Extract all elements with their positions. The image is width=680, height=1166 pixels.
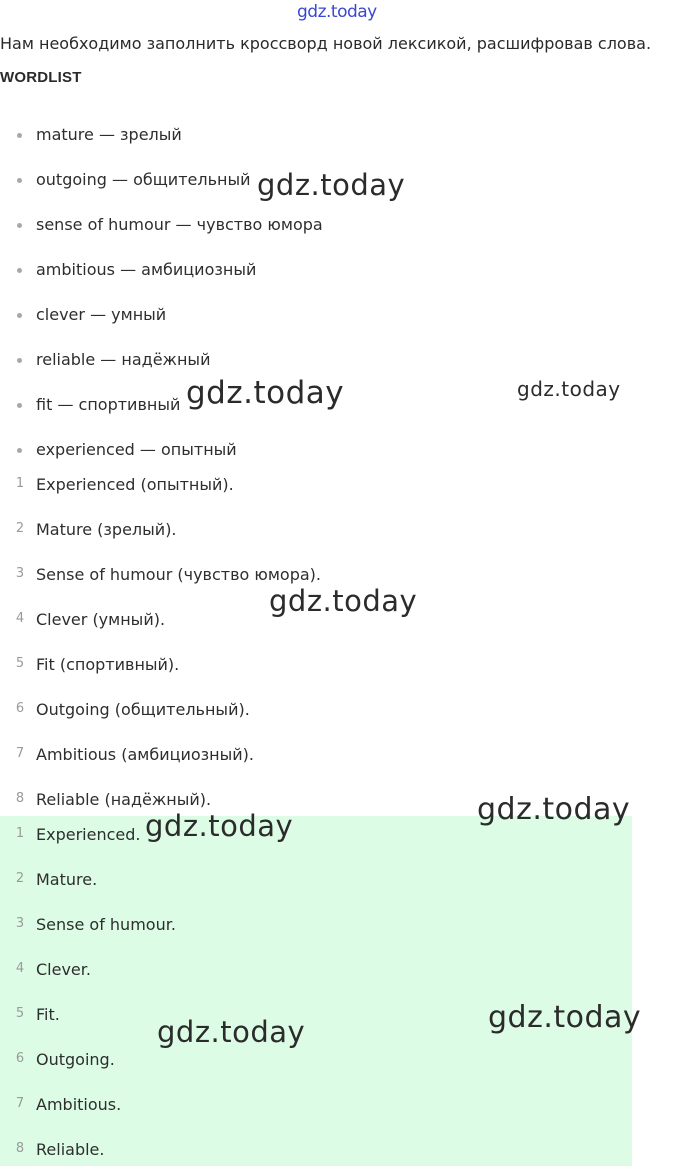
bullet-icon	[17, 133, 22, 138]
list-item	[0, 477, 640, 522]
list-item-text: sense of humour — чувство юмора	[36, 215, 323, 234]
list-item-text: Ambitious (амбициозный).	[36, 745, 254, 764]
watermark: gdz.today	[257, 168, 406, 202]
list-item-text: Reliable.	[36, 1140, 105, 1159]
item-number: 2	[15, 871, 25, 886]
list-item	[0, 262, 640, 307]
list-item	[0, 307, 640, 352]
bullet-icon	[17, 448, 22, 453]
list-item-text: clever — умный	[36, 305, 167, 324]
list-item-text: Clever (умный).	[36, 610, 166, 629]
item-number: 6	[15, 701, 25, 716]
item-number: 6	[15, 1051, 25, 1066]
item-number: 8	[15, 1141, 25, 1156]
bullet-icon	[17, 358, 22, 363]
item-number: 1	[15, 476, 25, 491]
list-item-text: Experienced (опытный).	[36, 475, 234, 494]
watermark: gdz.today	[157, 1015, 306, 1049]
list-item	[0, 1142, 640, 1166]
list-item-text: Outgoing (общительный).	[36, 700, 250, 719]
list-item-text: fit — спортивный	[36, 395, 181, 414]
list-item	[0, 872, 640, 917]
list-item-text: reliable — надёжный	[36, 350, 211, 369]
list-item-text: Clever.	[36, 960, 91, 979]
watermark: gdz.today	[517, 377, 621, 401]
list-item-text: mature — зрелый	[36, 125, 182, 144]
list-item	[0, 522, 640, 567]
watermark: gdz.today	[477, 792, 631, 827]
intro-text: Нам необходимо заполнить кроссворд новой лексикой, расшифровав слова.	[0, 34, 652, 53]
list-item	[0, 702, 640, 747]
bullet-icon	[17, 268, 22, 273]
list-item-text: ambitious — амбициозный	[36, 260, 257, 279]
bullet-icon	[17, 403, 22, 408]
watermark: gdz.today	[488, 1000, 642, 1035]
list-item-text: Sense of humour (чувство юмора).	[36, 565, 322, 584]
list-item	[0, 127, 640, 172]
bullet-icon	[17, 223, 22, 228]
watermark: gdz.today	[145, 809, 294, 843]
list-item-text: Reliable (надёжный).	[36, 790, 212, 809]
item-number: 2	[15, 521, 25, 536]
list-item-text: Mature.	[36, 870, 98, 889]
item-number: 5	[15, 656, 25, 671]
list-item	[0, 827, 640, 872]
bullet-icon	[17, 313, 22, 318]
item-number: 3	[15, 916, 25, 931]
site-logo[interactable]: gdz.today	[297, 2, 377, 22]
list-item	[0, 612, 640, 657]
list-item	[0, 747, 640, 792]
watermark: gdz.today	[186, 375, 345, 411]
list-item-text: Mature (зрелый).	[36, 520, 177, 539]
list-item-text: Fit.	[36, 1005, 60, 1024]
item-number: 7	[15, 746, 25, 761]
list-item	[0, 1097, 640, 1142]
list-item	[0, 217, 640, 262]
item-number: 1	[15, 826, 25, 841]
watermark: gdz.today	[269, 584, 418, 618]
item-number: 4	[15, 961, 25, 976]
item-number: 7	[15, 1096, 25, 1111]
list-item-text: Outgoing.	[36, 1050, 115, 1069]
list-item	[0, 657, 640, 702]
item-number: 5	[15, 1006, 25, 1021]
wordlist-heading: WORDLIST	[0, 69, 82, 86]
item-number: 8	[15, 791, 25, 806]
list-item-text: Experienced.	[36, 825, 141, 844]
list-item	[0, 1052, 640, 1097]
list-item-text: Sense of humour.	[36, 915, 176, 934]
bullet-icon	[17, 178, 22, 183]
list-item-text: Ambitious.	[36, 1095, 122, 1114]
list-item-text: Fit (спортивный).	[36, 655, 180, 674]
list-item-text: experienced — опытный	[36, 440, 237, 459]
list-item	[0, 917, 640, 962]
item-number: 4	[15, 611, 25, 626]
list-item-text: outgoing — общительный	[36, 170, 251, 189]
item-number: 3	[15, 566, 25, 581]
